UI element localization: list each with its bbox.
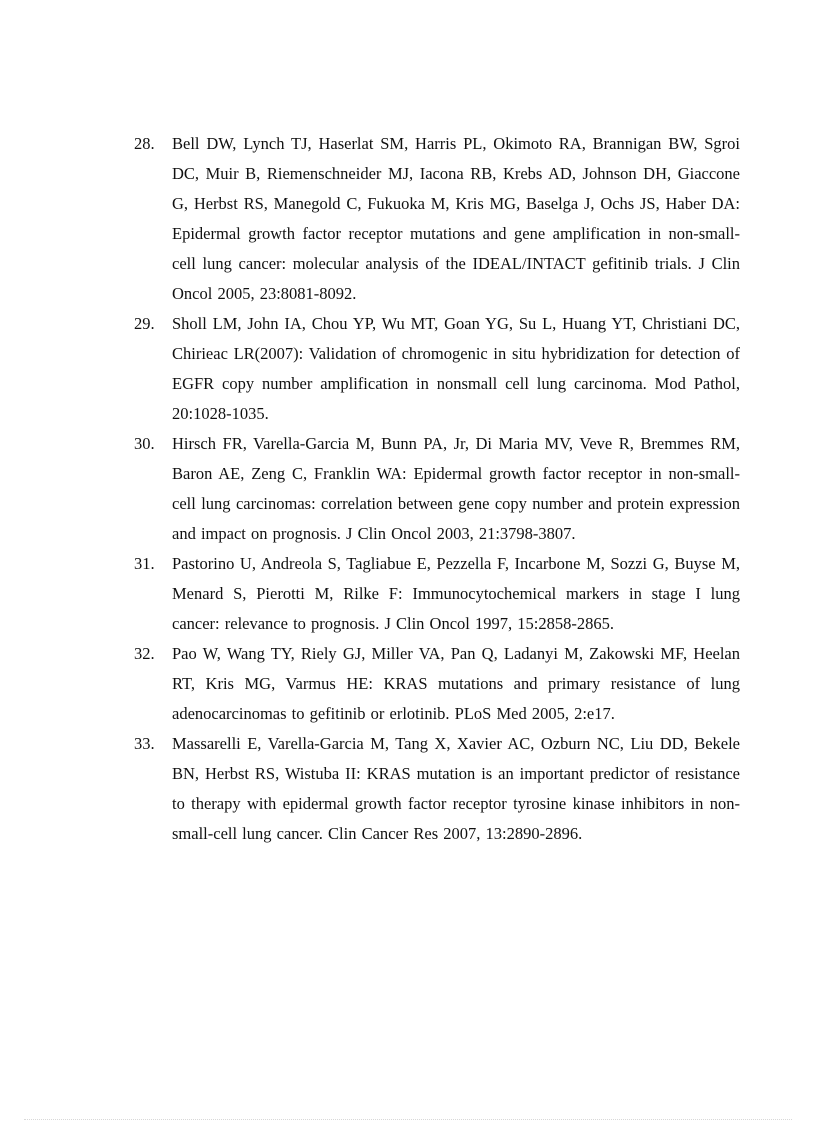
reference-item-29 bbox=[134, 309, 740, 429]
reference-number: 31. bbox=[134, 554, 155, 573]
reference-item-31 bbox=[134, 549, 740, 639]
reference-item-30 bbox=[134, 429, 740, 549]
reference-number: 28. bbox=[134, 134, 155, 153]
reference-number: 32. bbox=[134, 644, 155, 663]
reference-text: Sholl LM, John IA, Chou YP, Wu MT, Goan YG, Su L, Huang YT, Christiani DC, Chirieac LR(2007): Validation of chromogenic in situ hybridization for detection of EGFR copy number amplification in nonsmall cell lung carcinoma. Mod Pathol, 20:1028-1035. bbox=[172, 314, 740, 423]
reference-number: 29. bbox=[134, 314, 155, 333]
reference-text: Bell DW, Lynch TJ, Haserlat SM, Harris PL, Okimoto RA, Brannigan BW, Sgroi DC, Muir B, Riemenschneider MJ, Iacona RB, Krebs AD, Johnson DH, Giaccone G, Herbst RS, Manegold C, Fukuoka M, Kris MG, Baselga J, Ochs JS, Haber DA: Epidermal growth factor receptor mutations and gene amplification in non-small-cell lung cancer: molecular analysis of the IDEAL/INTACT gefitinib trials. J Clin Oncol 2005, 23:8081-8092. bbox=[172, 134, 740, 303]
reference-number: 33. bbox=[134, 734, 155, 753]
reference-text: Massarelli E, Varella-Garcia M, Tang X, Xavier AC, Ozburn NC, Liu DD, Bekele BN, Herbst RS, Wistuba II: KRAS mutation is an important predictor of resistance to therapy with epidermal growth factor receptor tyrosine kinase inhibitors in non-small-cell lung cancer. Clin Cancer Res 2007, 13:2890-2896. bbox=[172, 734, 740, 843]
reference-text: Pastorino U, Andreola S, Tagliabue E, Pezzella F, Incarbone M, Sozzi G, Buyse M, Menard S, Pierotti M, Rilke F: Immunocytochemical markers in stage I lung cancer: relevance to prognosis. J Clin Oncol 1997, 15:2858-2865. bbox=[172, 554, 740, 633]
reference-item-28 bbox=[134, 129, 740, 309]
reference-text: Pao W, Wang TY, Riely GJ, Miller VA, Pan Q, Ladanyi M, Zakowski MF, Heelan RT, Kris MG, Varmus HE: KRAS mutations and primary resistance of lung adenocarcinomas to gefitinib or erlotinib. PLoS Med 2005, 2:e17. bbox=[172, 644, 740, 723]
reference-item-33 bbox=[134, 729, 740, 849]
reference-list bbox=[134, 129, 740, 849]
page-bottom-divider bbox=[24, 1119, 792, 1120]
reference-item-32 bbox=[134, 639, 740, 729]
reference-text: Hirsch FR, Varella-Garcia M, Bunn PA, Jr, Di Maria MV, Veve R, Bremmes RM, Baron AE, Zeng C, Franklin WA: Epidermal growth factor receptor in non-small-cell lung carcinomas: correlation between gene copy number and protein expression and impact on prognosis. J Clin Oncol 2003, 21:3798-3807. bbox=[172, 434, 740, 543]
reference-number: 30. bbox=[134, 434, 155, 453]
